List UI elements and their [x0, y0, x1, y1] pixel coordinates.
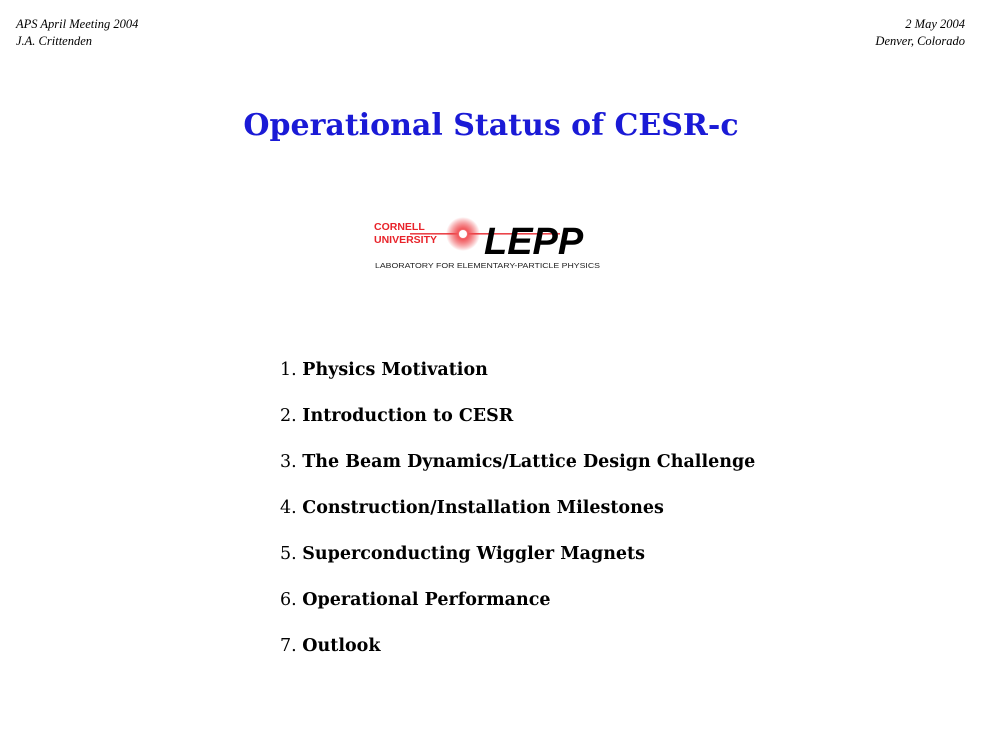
outline-item-number: 7.: [280, 636, 297, 656]
outline-item-label: Physics Motivation: [302, 360, 488, 380]
logo-tagline-text: LABORATORY FOR ELEMENTARY-PARTICLE PHYSICS: [375, 261, 601, 270]
outline-item: [280, 541, 755, 587]
outline-item-number: 1.: [280, 360, 297, 380]
outline-item: [280, 403, 755, 449]
outline-item: [280, 495, 755, 541]
outline-item-label: Operational Performance: [302, 590, 551, 610]
header-left: [16, 16, 138, 50]
logo-university-text: UNIVERSITY: [374, 234, 438, 246]
header-right: [875, 16, 965, 50]
outline-item: [280, 633, 755, 679]
outline-list: [280, 357, 755, 679]
outline-item-number: 5.: [280, 544, 297, 564]
lepp-logo: [370, 210, 620, 275]
outline-item-number: 2.: [280, 406, 297, 426]
outline-item-number: 4.: [280, 498, 297, 518]
outline-item: [280, 357, 755, 403]
lepp-logo-graphic: [370, 210, 620, 275]
outline-item: [280, 449, 755, 495]
logo-cornell-text: CORNELL: [374, 221, 425, 233]
outline-item: [280, 587, 755, 633]
outline-item-label: The Beam Dynamics/Lattice Design Challenge: [302, 452, 756, 472]
author-name: J.A. Crittenden: [16, 34, 93, 48]
conference-name: APS April Meeting 2004: [16, 17, 139, 31]
outline-item-number: 6.: [280, 590, 297, 610]
page-title: Operational Status of CESR-c: [243, 108, 739, 143]
outline-item-label: Introduction to CESR: [302, 406, 514, 426]
flare-core-icon: [459, 230, 467, 238]
outline-item-label: Superconducting Wiggler Magnets: [302, 544, 645, 564]
talk-location: Denver, Colorado: [875, 34, 965, 48]
talk-date: 2 May 2004: [905, 17, 965, 31]
outline-item-label: Outlook: [302, 636, 381, 656]
outline-item-label: Construction/Installation Milestones: [302, 498, 664, 518]
logo-lepp-text: LEPP: [484, 221, 584, 263]
outline-item-number: 3.: [280, 452, 297, 472]
